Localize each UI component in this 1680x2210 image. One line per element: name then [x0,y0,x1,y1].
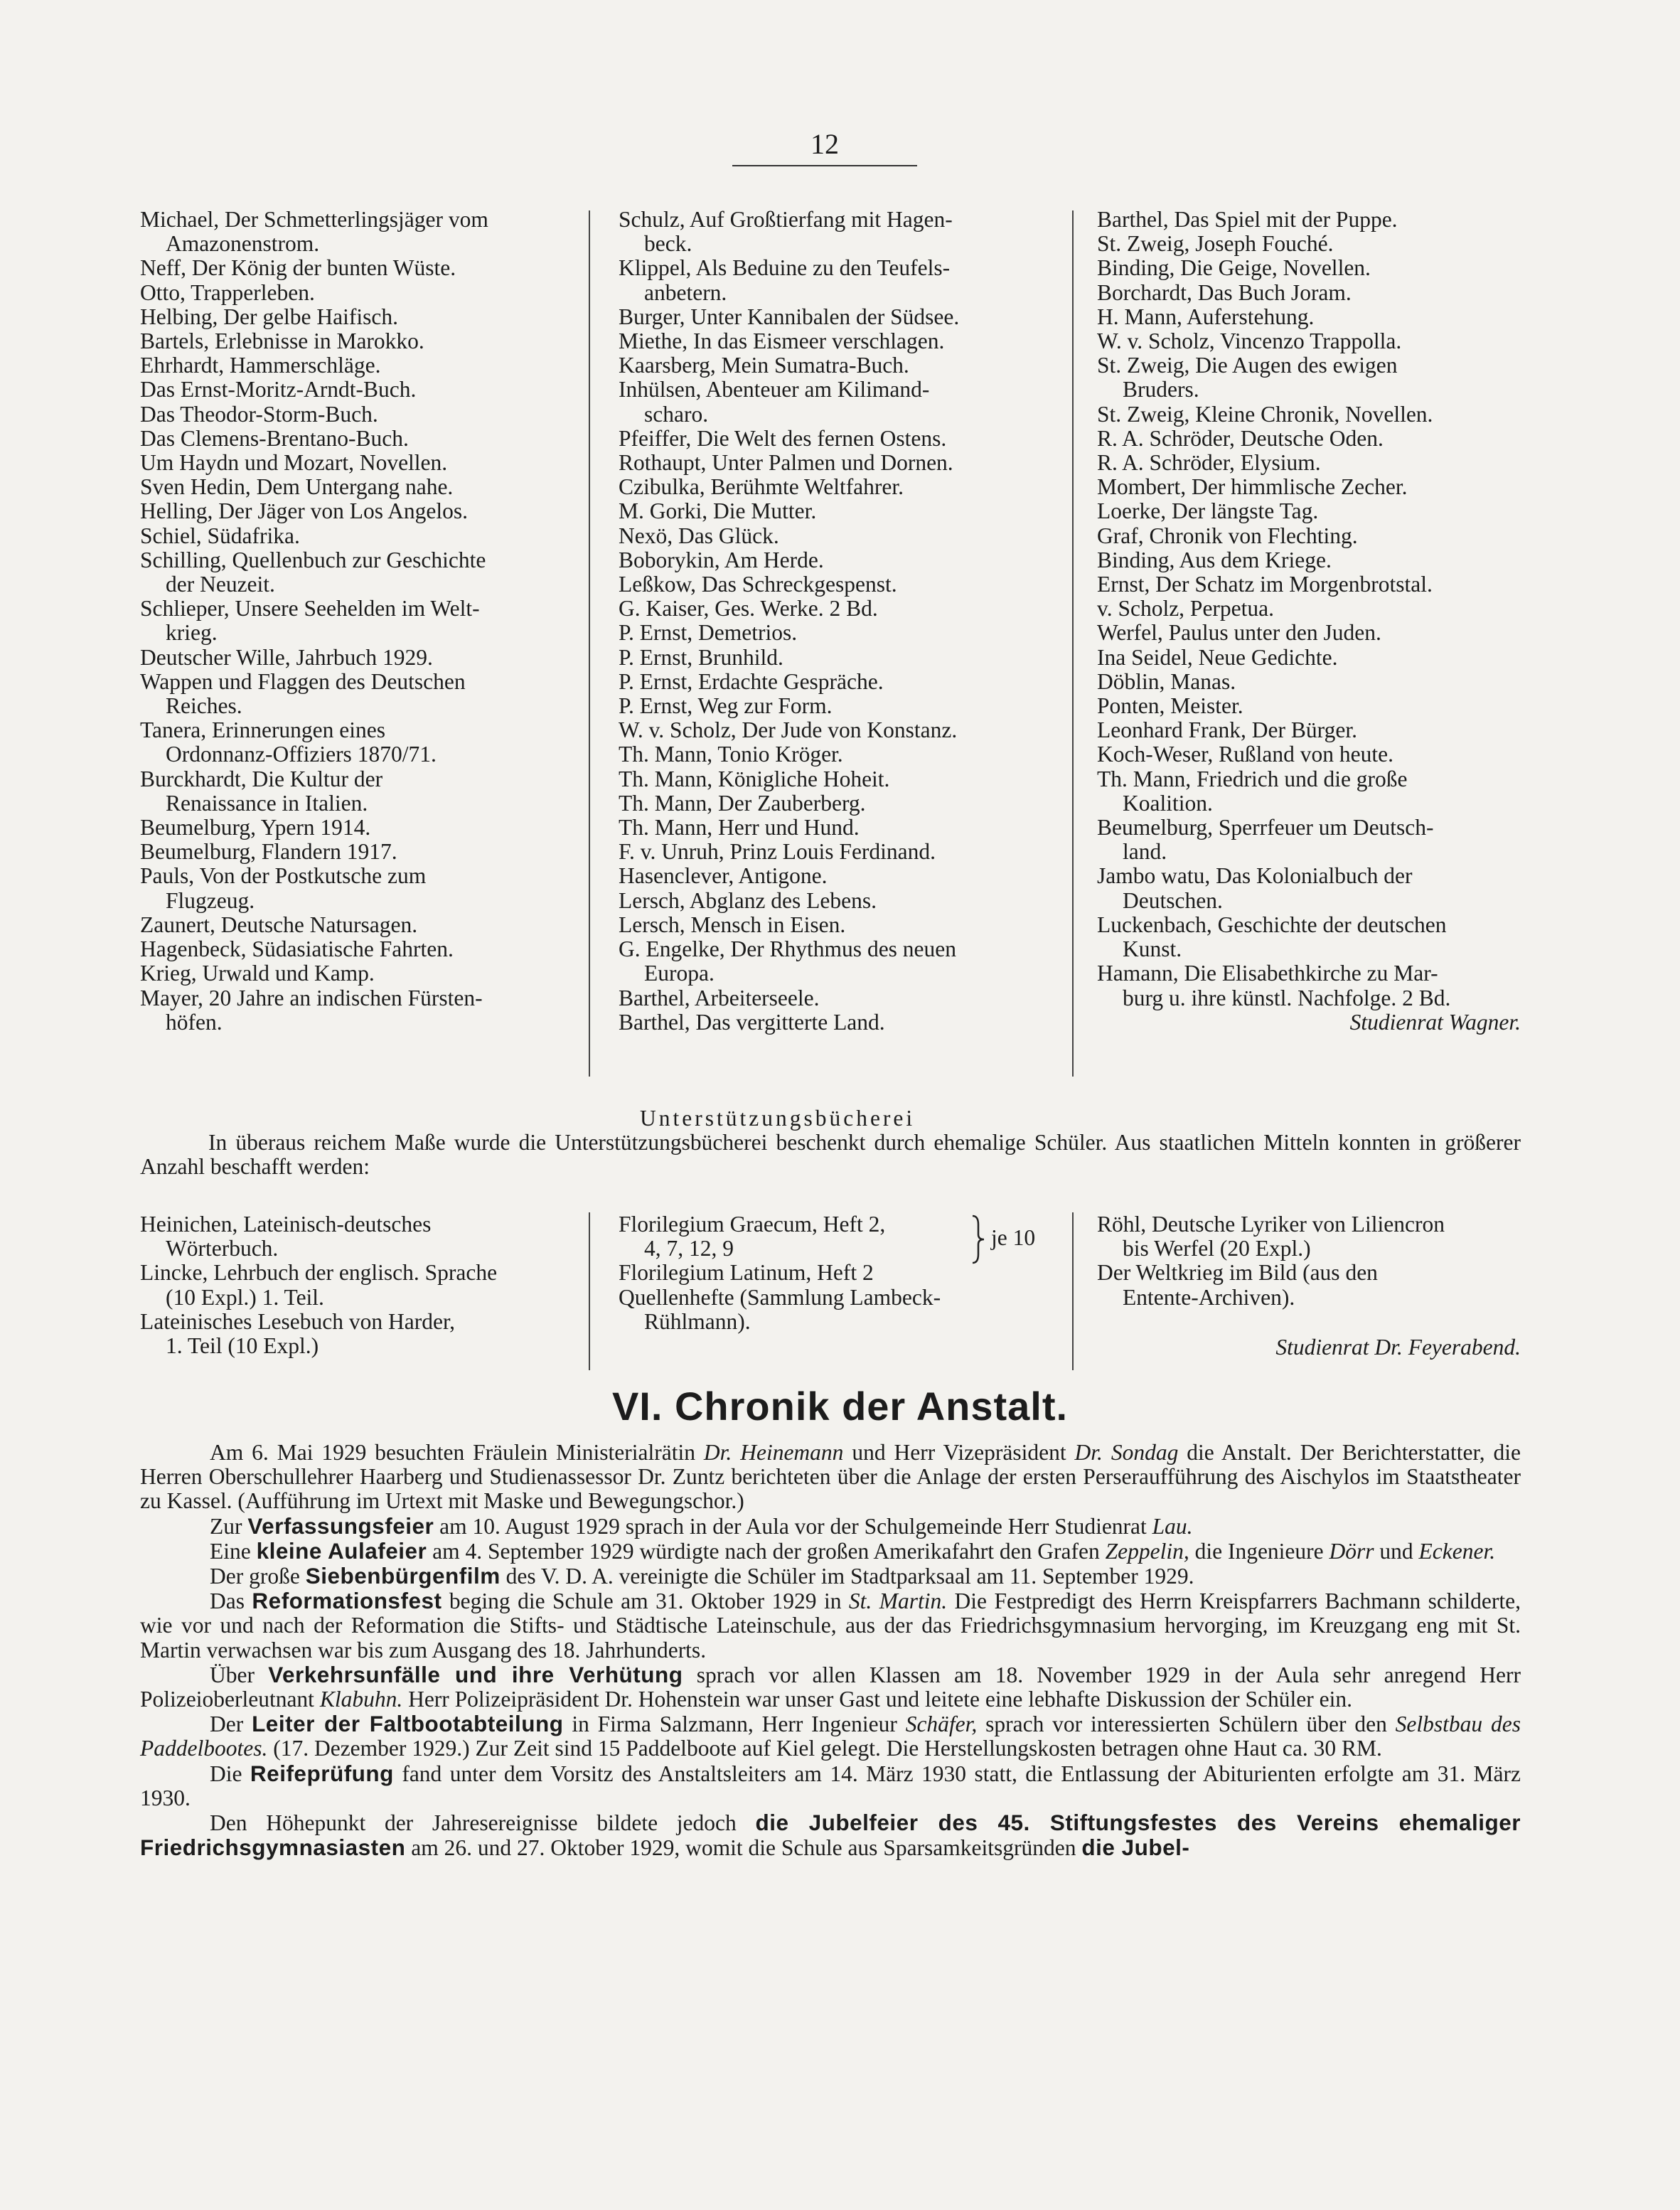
booklist-column-2 [619,208,1074,1035]
book-entry [619,889,1074,913]
book-entry [140,961,581,986]
book-entry-text: Boborykin, Am Herde. [619,547,824,572]
book-entry-text: Kaarsberg, Mein Sumatra-Buch. [619,353,909,378]
chronik-paragraph-8: Die Reifeprüfung fand unter dem Vorsitz des Anstaltsleiters am 14. März 1930 statt, die Entlassung der Abiturienten erfolgte am 31. März 1930. [140,1760,1521,1810]
book-entry [619,816,1074,840]
book-entry-text: P. Ernst, Erdachte Gespräche. [619,668,884,694]
book-entry-text: Th. Mann, Friedrich und die große [1097,766,1408,791]
support-book-entry-continuation: bis Werfel (20 Expl.) [1123,1236,1311,1261]
book-entry-text: Pauls, Von der Postkutsche zum [140,863,427,889]
book-entry-text: Um Haydn und Mozart, Novellen. [140,450,448,476]
book-entry [140,208,581,256]
book-entry [140,524,581,548]
support-divider-1 [589,1212,590,1370]
chronik-paragraph-2: Zur Verfassungsfeier am 10. August 1929 sprach in der Aula vor der Schulgemeinde Herr Studienrat Lau. [210,1512,1193,1539]
book-entry-text: P. Ernst, Weg zur Form. [619,693,833,719]
book-entry [140,402,581,427]
book-entry [619,427,1074,451]
book-entry-continuation: beck. [644,231,692,257]
book-entry [140,305,581,329]
book-entry [1097,232,1521,256]
book-entry-text: P. Ernst, Brunhild. [619,644,783,670]
section-heading-unterstuetzungsbuecherei: Unterstützungsbücherei [640,1106,916,1131]
book-entry-continuation: der Neuzeit. [166,572,275,597]
book-entry-text: Borchardt, Das Buch Joram. [1097,279,1352,305]
book-entry-text: Schiel, Südafrika. [140,523,300,548]
book-entry-text: Nexö, Das Glück. [619,523,779,548]
book-entry [1097,208,1521,232]
book-entry-text: Tanera, Erinnerungen eines [140,717,386,743]
book-entry-continuation: land. [1123,839,1167,865]
book-entry-continuation: Flugzeug. [166,887,255,913]
book-entry-text: Das Clemens-Brentano-Buch. [140,425,409,451]
book-entry-continuation: höfen. [166,1009,223,1035]
book-entry-text: Th. Mann, Der Zauberberg. [619,790,866,816]
chronik-paragraph-5: Das Reformationsfest beging die Schule am 31. Oktober 1929 in St. Martin. Die Festpredigt des Herrn Kreispfarrers Bachmann schilderte, wie vor und nach der Reformation die Stifts- und Städtische Lateinschule, aus der das Friedrichsgymnasium hervorging, im Kreuzgang eng mit St. Martin verwachsen war bis zum Ausgang des 18. Jahrhunderts. [140,1588,1521,1662]
book-entry-text: Schlieper, Unsere Seehelden im Welt- [140,596,480,621]
book-entry-text: Barthel, Das Spiel mit der Puppe. [1097,207,1398,232]
book-entry-continuation: krieg. [166,620,218,646]
book-entry [619,742,1074,767]
book-entry-text: Inhülsen, Abenteuer am Kilimand- [619,377,930,402]
book-entry [140,913,581,937]
book-entry [619,767,1074,791]
book-entry [1097,767,1521,816]
book-entry [140,767,581,816]
column-divider-1 [589,210,590,1077]
book-entry-text: Krieg, Urwald und Kamp. [140,961,375,986]
book-entry-text: Mayer, 20 Jahre an indischen Fürsten- [140,985,483,1010]
page-number: 12 [732,127,917,166]
book-entry [619,1010,1074,1035]
book-entry-text: Hagenbeck, Südasiatische Fahrten. [140,936,454,962]
book-entry [1097,913,1521,961]
book-entry [140,548,581,597]
book-entry-text: W. v. Scholz, Vincenzo Trappolla. [1097,329,1402,354]
book-entry-text: Koch-Weser, Rußland von heute. [1097,742,1393,767]
book-entry [1097,597,1521,621]
book-entry-text: Beumelburg, Ypern 1914. [140,815,371,840]
book-entry-text: Mombert, Der himmlische Zecher. [1097,474,1408,500]
support-book-entry [140,1310,581,1358]
book-entry [1097,694,1521,718]
book-entry [140,986,581,1035]
book-entry-text: St. Zweig, Joseph Fouché. [1097,231,1334,257]
book-entry-text: Loerke, Der längste Tag. [1097,498,1319,524]
book-entry [619,646,1074,670]
book-entry [140,281,581,305]
book-entry [619,913,1074,937]
book-entry [619,451,1074,475]
book-entry [619,986,1074,1010]
book-entry-text: Barthel, Arbeiterseele. [619,985,820,1010]
book-entry [1097,572,1521,597]
support-book-entry-continuation: 4, 7, 12, 9 [644,1236,734,1261]
book-entry [140,475,581,499]
book-entry [140,670,581,718]
book-entry-continuation: Reiches. [166,693,242,719]
book-entry [1097,402,1521,427]
book-entry-text: Lersch, Abglanz des Lebens. [619,887,877,913]
book-entry [1097,256,1521,280]
support-book-entry-continuation: Rühlmann). [644,1308,751,1334]
book-entry-text: M. Gorki, Die Mutter. [619,498,817,524]
book-entry-text: Czibulka, Berühmte Weltfahrer. [619,474,904,500]
book-entry [1097,742,1521,767]
book-entry-continuation: Bruders. [1123,377,1199,402]
book-entry-text: Lersch, Mensch in Eisen. [619,912,846,937]
book-entry [140,864,581,912]
book-entry-text: R. A. Schröder, Deutsche Oden. [1097,425,1384,451]
book-entry-text: Graf, Chronik von Flechting. [1097,523,1358,548]
book-entry [1097,427,1521,451]
book-entry-continuation: scharo. [644,401,709,427]
book-entry-text: G. Kaiser, Ges. Werke. 2 Bd. [619,596,878,621]
book-entry [1097,499,1521,523]
book-entry [619,329,1074,353]
book-entry-text: St. Zweig, Die Augen des ewigen [1097,353,1398,378]
book-entry-text: Das Ernst-Moritz-Arndt-Buch. [140,377,417,402]
booklist-column-3 [1097,208,1521,1035]
support-book-entry-text: Quellenhefte (Sammlung Lambeck- [619,1284,941,1310]
book-entry [619,840,1074,864]
support-book-entry [619,1261,1045,1285]
book-entry [1097,961,1521,1010]
support-column-1 [140,1212,581,1358]
support-book-entry-text: Röhl, Deutsche Lyriker von Liliencron [1097,1212,1445,1237]
chronik-title: VI. Chronik der Anstalt. [611,1384,1069,1429]
book-entry [140,597,581,645]
booklist-column-3-items [1097,208,1521,1010]
support-book-entry [140,1212,581,1261]
book-entry-text: Jambo watu, Das Kolonialbuch der [1097,863,1413,889]
book-entry [619,208,1074,256]
book-entry [619,621,1074,645]
book-entry-text: Ernst, Der Schatz im Morgenbrotstal. [1097,572,1433,597]
book-entry [1097,548,1521,572]
chronik-paragraph-3: Eine kleine Aulafeier am 4. September 1929 würdigte nach der großen Amerikafahrt den Grafen Zeppelin, die Ingenieure Dörr und Eckener. [210,1537,1496,1564]
book-entry [619,694,1074,718]
book-entry [619,524,1074,548]
book-entry-continuation: Koalition. [1123,790,1213,816]
book-entry [140,937,581,961]
book-entry-text: Ehrhardt, Hammerschläge. [140,353,381,378]
book-entry-text: Zaunert, Deutsche Natursagen. [140,912,418,937]
book-entry-text: Klippel, Als Beduine zu den Teufels- [619,255,951,281]
book-entry [619,791,1074,816]
book-entry [619,670,1074,694]
book-entry-text: Werfel, Paulus unter den Juden. [1097,620,1381,646]
book-entry-text: Binding, Aus dem Kriege. [1097,547,1332,572]
book-entry-text: Sven Hedin, Dem Untergang nahe. [140,474,454,500]
book-entry-text: v. Scholz, Perpetua. [1097,596,1275,621]
book-entry [619,548,1074,572]
book-entry [140,840,581,864]
book-entry-text: Neff, Der König der bunten Wüste. [140,255,456,281]
book-entry-text: Rothaupt, Unter Palmen und Dornen. [619,450,953,476]
book-entry [1097,451,1521,475]
book-entry-text: St. Zweig, Kleine Chronik, Novellen. [1097,401,1433,427]
support-book-entry-continuation: Entente-Archiven). [1123,1284,1295,1310]
book-entry [619,937,1074,986]
book-entry [619,305,1074,329]
chronik-paragraph-7: Der Leiter der Faltbootabteilung in Firma Salzmann, Herr Ingenieur Schäfer, sprach vor interessierten Schülern über den Selbstbau des Paddelbootes. (17. Dezember 1929.) Zur Zeit sind 15 Paddelboote auf Kiel gelegt. Die Herstellungskosten betragen ohne Haut ca. 30 RM. [140,1711,1521,1761]
book-entry [140,378,581,402]
support-book-entry-text: Heinichen, Lateinisch-deutsches [140,1212,432,1237]
book-entry-text: Beumelburg, Sperrfeuer um Deutsch- [1097,815,1434,840]
chronik-paragraph-1: Am 6. Mai 1929 besuchten Fräulein Ministerialrätin Dr. Heinemann und Herr Vizepräsident Dr. Sondag die Anstalt. Der Berichterstatter, die Herren Oberschullehrer Haarberg und Studienassessor Dr. Zuntz berichteten über die Anlage der ersten Perseraufführung des Aischylos im Staatstheater zu Kassel. (Aufführung im Urtext mit Maske und Bewegungschor.) [140,1440,1521,1514]
support-book-entry-continuation: Wörterbuch. [166,1236,279,1261]
book-entry-text: Döblin, Manas. [1097,668,1236,694]
support-book-entry [619,1286,1045,1334]
chronik-paragraph-6: Über Verkehrsunfälle und ihre Verhütung sprach vor allen Klassen am 18. November 1929 in der Aula sehr anregend Herr Polizeioberleutnant Klabuhn. Herr Polizeipräsident Dr. Hohenstein war unser Gast und leitete eine lebhafte Diskussion der Schüler ein. [140,1661,1521,1712]
book-entry-continuation: Europa. [644,961,715,986]
book-entry [1097,305,1521,329]
book-entry-continuation: burg u. ihre künstl. Nachfolge. 2 Bd. [1123,985,1451,1010]
book-entry [619,597,1074,621]
book-entry [140,427,581,451]
support-book-entry-continuation: 1. Teil (10 Expl.) [166,1333,319,1359]
book-entry [1097,281,1521,305]
book-entry [140,451,581,475]
bracket-label: je 10 [991,1225,1036,1250]
book-entry [619,572,1074,597]
book-entry [619,378,1074,426]
book-entry [619,499,1074,523]
booklist-column-1 [140,208,581,1035]
book-entry-text: Hasenclever, Antigone. [619,863,828,889]
book-entry-text: Schulz, Auf Großtierfang mit Hagen- [619,207,953,232]
book-entry-text: Barthel, Das vergitterte Land. [619,1009,885,1035]
book-entry [619,256,1074,304]
support-book-entry [1097,1261,1521,1309]
support-book-entry-text: Florilegium Graecum, Heft 2, [619,1212,886,1237]
book-entry-text: Beumelburg, Flandern 1917. [140,839,397,865]
book-entry-text: Deutscher Wille, Jahrbuch 1929. [140,644,433,670]
book-entry-text: G. Engelke, Der Rhythmus des neuen [619,936,957,962]
book-entry-text: Pfeiffer, Die Welt des fernen Ostens. [619,425,947,451]
book-entry-text: Schilling, Quellenbuch zur Geschichte [140,547,486,572]
book-entry [140,718,581,767]
signature-feyerabend: Studienrat Dr. Feyerabend. [1275,1334,1521,1360]
book-entry-text: Bartels, Erlebnisse in Marokko. [140,329,424,354]
support-book-entry-text: Lateinisches Lesebuch von Harder, [140,1308,456,1334]
book-entry [1097,670,1521,694]
book-entry-text: Ina Seidel, Neue Gedichte. [1097,644,1338,670]
book-entry [1097,329,1521,353]
book-entry-text: Leßkow, Das Schreckgespenst. [619,572,897,597]
book-entry [1097,864,1521,912]
book-entry-text: Th. Mann, Königliche Hoheit. [619,766,890,791]
support-book-entry [1097,1212,1521,1261]
section-intro [140,1131,1521,1179]
book-entry [140,816,581,840]
book-entry-text: Helbing, Der gelbe Haifisch. [140,304,399,329]
book-entry-text: Th. Mann, Herr und Hund. [619,815,860,840]
chronik-paragraph-9: Den Höhepunkt der Jahresereignisse bildete jedoch die Jubelfeier des 45. Stiftungsfestes des Vereins ehemaliger Friedrichsgymnasiasten am 26. und 27. Oktober 1929, womit die Schule aus Sparsamkeitsgründen die Jubel- [140,1810,1521,1861]
support-column-3 [1097,1212,1521,1360]
book-entry-text: Th. Mann, Tonio Kröger. [619,742,843,767]
book-entry-text: Das Theodor-Storm-Buch. [140,401,378,427]
book-entry-text: Burckhardt, Die Kultur der [140,766,383,791]
book-entry-text: Luckenbach, Geschichte der deutschen [1097,912,1447,937]
book-entry [619,718,1074,742]
book-entry-text: W. v. Scholz, Der Jude von Konstanz. [619,717,958,743]
support-divider-2 [1072,1212,1074,1370]
support-book-entry-text: Florilegium Latinum, Heft 2 [619,1260,874,1286]
book-entry [1097,475,1521,499]
book-entry [140,499,581,523]
chronik-body [140,1441,1521,1860]
book-entry [619,353,1074,378]
chronik-paragraph-4: Der große Siebenbürgenfilm des V. D. A. vereinigte die Schüler im Stadtparksaal am 11. September 1929. [210,1563,1194,1589]
book-entry-text: Burger, Unter Kannibalen der Südsee. [619,304,960,329]
book-entry-continuation: anbetern. [644,279,727,305]
book-entry [140,329,581,353]
book-entry-continuation: Kunst. [1123,936,1182,962]
book-entry-continuation: Deutschen. [1123,887,1223,913]
support-book-entry-text: Lincke, Lehrbuch der englisch. Sprache [140,1260,498,1286]
book-entry [140,353,581,378]
book-entry-text: Ponten, Meister. [1097,693,1243,719]
support-book-entry-continuation: (10 Expl.) 1. Teil. [166,1284,324,1310]
book-entry [1097,621,1521,645]
book-entry-continuation: Renaissance in Italien. [166,790,368,816]
book-entry-text: Hamann, Die Elisabethkirche zu Mar- [1097,961,1438,986]
book-entry [140,646,581,670]
book-entry-text: Miethe, In das Eismeer verschlagen. [619,329,945,354]
book-entry-text: P. Ernst, Demetrios. [619,620,798,646]
book-entry-text: F. v. Unruh, Prinz Louis Ferdinand. [619,839,936,865]
book-entry-text: Helling, Der Jäger von Los Angelos. [140,498,469,524]
curly-bracket [967,1215,988,1264]
book-entry [1097,646,1521,670]
book-entry [1097,353,1521,402]
signature-wagner: Studienrat Wagner. [1349,1009,1521,1035]
book-entry-continuation: Amazonenstrom. [166,231,320,257]
book-entry [619,864,1074,888]
support-book-entry [140,1261,581,1309]
support-column-3-items [1097,1212,1521,1310]
book-entry [1097,718,1521,742]
book-entry-text: Leonhard Frank, Der Bürger. [1097,717,1357,743]
book-entry-text: Binding, Die Geige, Novellen. [1097,255,1371,281]
book-entry [619,475,1074,499]
book-entry [1097,816,1521,864]
column-divider-2 [1072,210,1074,1077]
book-entry [1097,524,1521,548]
book-entry-text: Wappen und Flaggen des Deutschen [140,668,466,694]
book-entry-text: R. A. Schröder, Elysium. [1097,450,1321,476]
intro-text: In überaus reichem Maße wurde die Unterstützungsbücherei beschenkt durch ehemalige Schüler. Aus staatlichen Mitteln konnten in größerer Anzahl beschafft werden: [140,1130,1521,1180]
book-entry [140,256,581,280]
book-entry-text: Otto, Trapperleben. [140,279,315,305]
book-entry-text: Michael, Der Schmetterlingsjäger vom [140,207,488,232]
book-entry-text: H. Mann, Auferstehung. [1097,304,1315,329]
support-book-entry-text: Der Weltkrieg im Bild (aus den [1097,1260,1378,1286]
book-entry-continuation: Ordonnanz-Offiziers 1870/71. [166,742,437,767]
